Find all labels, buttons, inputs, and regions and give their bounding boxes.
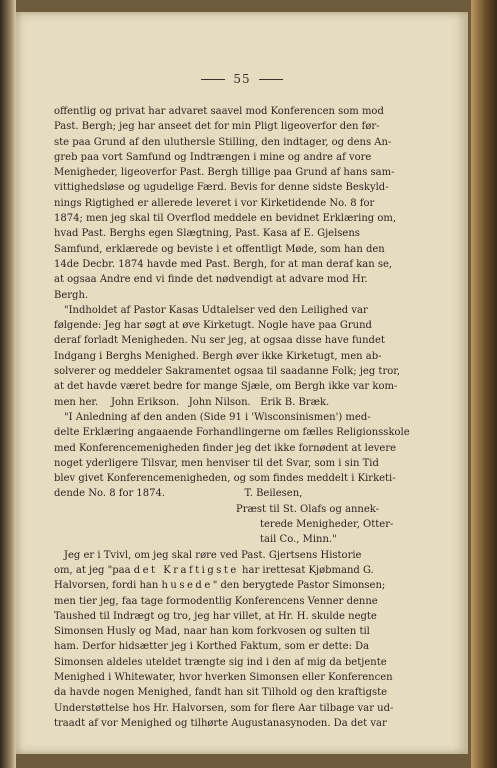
header-rule-right [259, 79, 283, 80]
text-line: ste paa Grund af den uluthersle Stilling, den indtager, og dens An- [54, 136, 392, 148]
para3-text: om, at jeg "paa [54, 564, 134, 576]
text-line: nings Rigtighed er allerede leveret i vor Kirketidende No. 8 for [54, 197, 375, 209]
text-line: Bergh. [54, 289, 89, 301]
para3-line: Understøttelse hos Hr. Halvorsen, som for flere Aar tilbage var ud- [54, 702, 394, 714]
signature-line: tail Co., Minn." [260, 534, 337, 546]
quote2-line: med Konferencemenigheden finder jeg det ikke fornødent at levere [54, 442, 397, 454]
emphasized-text: husede [161, 580, 213, 592]
para3-line: Jeg er i Tvivl, om jeg skal røre ved Past. Gjertsens Historie [64, 549, 362, 561]
signature-line: Præst til St. Olafs og annek- [236, 503, 380, 515]
page-header [16, 72, 468, 86]
quote2-line: delte Erklæring angaaende Forhandlingerne om fælles Religionsskole [54, 427, 410, 439]
text-line: offentlig og privat har advaret saavel mod Konferencen som mod [54, 106, 384, 117]
para3-line: da havde nogen Menighed, fandt han sit Tilhold og den kraftigste [54, 687, 388, 699]
para3-text: " den berygtede Pastor Simonsen; [212, 580, 386, 592]
quote1-line: at det havde været bedre for mange Sjæle, om Bergh ikke var kom- [54, 381, 398, 393]
body-text [54, 104, 422, 731]
text-line: Menigheder, ligeoverfor Past. Bergh tillige paa Grund af hans sam- [54, 167, 395, 179]
text-line: greb paa vort Samfund og Indtrængen i mine og andre af vore [54, 151, 372, 163]
para3-line [54, 563, 422, 578]
text-line: Samfund, erklærede og beviste i et offentligt Møde, som han den [54, 243, 385, 255]
quote1-line: "Indholdet af Pastor Kasas Udtalelser ved den Leilighed var [64, 304, 368, 316]
text-line: Past. Bergh; jeg har anseet det for min Pligt ligeoverfor den før- [54, 121, 380, 133]
para3-line: men tier jeg, faa tage formodentlig Konferencens Venner denne [54, 595, 378, 607]
page-number: 55 [233, 72, 251, 86]
quote2-line: dende No. 8 for 1874. T. Beilesen, [54, 488, 303, 500]
text-line: 14de Decbr. 1874 havde med Past. Bergh, for at man deraf kan se, [54, 258, 393, 270]
para3-text: Halvorsen, fordi han [54, 580, 162, 592]
header-rule-left [201, 79, 225, 80]
quote1-line: solverer og meddeler Sakramentet ogsaa til saadanne Folk; jeg tror, [54, 366, 401, 378]
para3-line: Taushed til Indrægt og tro, jeg har villet, at Hr. H. skulde negte [54, 610, 377, 622]
para3-text: har irettesat Kjøbmand G. [238, 564, 374, 576]
text-line: vittighedsløse og ugudelige Færd. Bevis for denne sidste Beskyld- [54, 182, 389, 194]
quote1-line: Indgang i Berghs Menighed. Bergh øver ikke Kirketugt, men ab- [54, 350, 382, 362]
book-page [16, 12, 468, 754]
quote1-line: følgende: Jeg har søgt at øve Kirketugt. Nogle have paa Grund [54, 320, 372, 332]
para3-line: Simonsen aldeles uteldet trængte sig ind i den af mig da betjente [54, 656, 387, 668]
para3-line: Menighed i Whitewater, hvor hverken Simonsen eller Konferencen [54, 671, 393, 683]
para3-line [54, 578, 422, 593]
left-page-edge [0, 0, 16, 768]
quote2-line: noget yderligere Tilsvar, men henviser til det Svar, som i sin Tid [54, 457, 379, 469]
quote2-line: blev givet Konferencemenigheden, og som findes meddelt i Kirketi- [54, 473, 396, 485]
book-spine [471, 0, 497, 768]
signature-line: terede Menigheder, Otter- [260, 519, 394, 531]
para3-line: ham. Derfor hidsætter jeg i Korthed Faktum, som er dette: Da [54, 641, 370, 653]
text-line: hvad Past. Berghs egen Slægtning, Past. Kasa af E. Gjelsens [54, 228, 360, 240]
text-line: at ogsaa Andre end vi finde det nødvendigt at advare mod Hr. [54, 274, 368, 286]
para3-line: Simonsen Husly og Mad, naar han kom forkvosen og sulten til [54, 626, 370, 638]
para3-line: traadt af vor Menighed og tilhørte Augustanasynoden. Da det var [54, 717, 387, 729]
emphasized-text: det Kraftigste [133, 564, 239, 576]
quote1-line: deraf forladt Menigheden. Nu ser jeg, at ogsaa disse have fundet [54, 335, 385, 347]
quote2-line: "I Anledning af den anden (Side 91 i 'Wisconsinismen') med- [64, 411, 371, 423]
quote1-line: men her. John Erikson. John Nilson. Erik B. Bræk. [54, 396, 330, 408]
text-line: 1874; men jeg skal til Overflod meddele en bevidnet Erklæring om, [54, 213, 397, 225]
